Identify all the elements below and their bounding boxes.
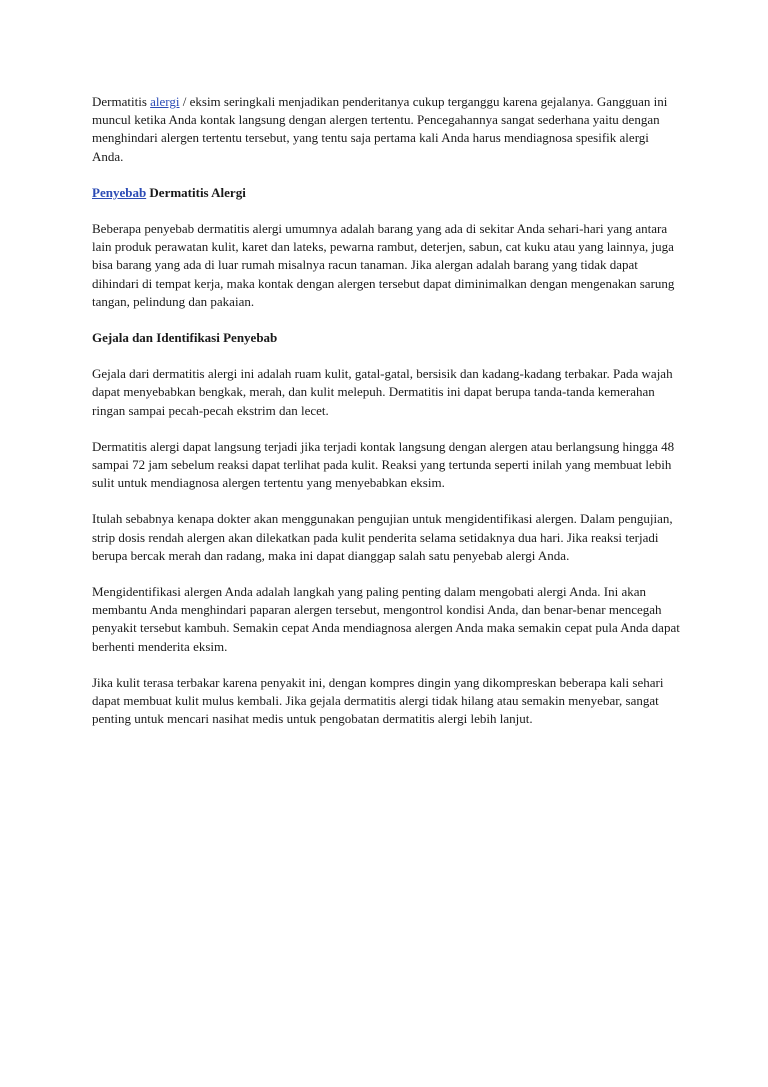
document-body (92, 93, 682, 746)
intro-paragraph (92, 93, 682, 166)
gejala-paragraph-1: Gejala dari dermatitis alergi ini adalah ruam kulit, gatal-gatal, bersisik dan kadang-kadang terbakar. Pada wajah dapat menyebabkan bengkak, merah, dan kulit melepuh. Dermatitis ini dapat berupa tanda-tanda kemerahan ringan sampai pecah-pecah ekstrim dan lecet. (92, 366, 673, 418)
penyebab-link[interactable]: Penyebab (92, 184, 147, 200)
alergi-link[interactable]: alergi (150, 94, 180, 109)
section-heading-penyebab (92, 184, 682, 202)
intro-text-before-link: Dermatitis (92, 94, 151, 109)
intro-text-after-link: / eksim seringkali menjadikan penderitanya cukup terganggu karena gejalanya. Gangguan ini muncul ketika Anda kontak langsung dengan alergen tertentu. Pencegahannya sangat sederhana yaitu dengan menghindari alergen tertentu tersebut, yang tentu saja pertama kali Anda harus mendiagnosa spesifik alergi Anda. (92, 94, 668, 164)
penyebab-paragraph: Beberapa penyebab dermatitis alergi umumnya adalah barang yang ada di sekitar Anda sehari-hari yang antara lain produk perawatan kulit, karet dan lateks, pewarna rambut, deterjen, sabun, cat kuku atau yang lainnya, juga bisa barang yang ada di luar rumah misalnya racun tanaman. Jika alergan adalah barang yang tidak dapat dihindari di tempat kerja, maka kontak dengan alergen tersebut dapat diminimalkan dengan mengenakan sarung tangan, pelindung dan pakaian. (92, 221, 675, 309)
gejala-paragraph-5: Jika kulit terasa terbakar karena penyakit ini, dengan kompres dingin yang dikompreskan beberapa kali sehari dapat membuat kulit mulus kembali. Jika gejala dermatitis alergi tidak hilang atau semakin menyebar, sangat penting untuk mencari nasihat medis untuk pengobatan dermatitis alergi lebih lanjut. (92, 674, 664, 727)
gejala-paragraph-2: Dermatitis alergi dapat langsung terjadi jika terjadi kontak langsung dengan alergen atau berlangsung hingga 48 sampai 72 jam sebelum reaksi dapat terlihat pada kulit. Reaksi yang tertunda seperti inilah yang membuat lebih sulit untuk mendiagnosa alergen tertentu yang menyebabkan eksim. (92, 438, 675, 491)
gejala-paragraph-3: Itulah sebabnya kenapa dokter akan menggunakan pengujian untuk mengidentifikasi alergen. Dalam pengujian, strip dosis rendah alergen akan dilekatkan pada kulit penderita selama setidaknya dua hari. Jika reaksi terjadi berupa bercak merah dan radang, maka ini dapat dianggap salah satu penyebab alergi Anda. (92, 511, 673, 563)
section-heading-gejala: Gejala dan Identifikasi Penyebab (92, 330, 278, 346)
section-heading-rest: Dermatitis Alergi (146, 184, 246, 200)
gejala-paragraph-4: Mengidentifikasi alergen Anda adalah langkah yang paling penting dalam mengobati alergi Anda. Ini akan membantu Anda menghindari paparan alergen tersebut, mengontrol kondisi Anda, dan benar-benar mencegah penyakit tersebut kambuh. Semakin cepat Anda mendiagnosa alergen Anda maka semakin cepat pula Anda dapat berhenti menderita eksim. (92, 584, 680, 654)
